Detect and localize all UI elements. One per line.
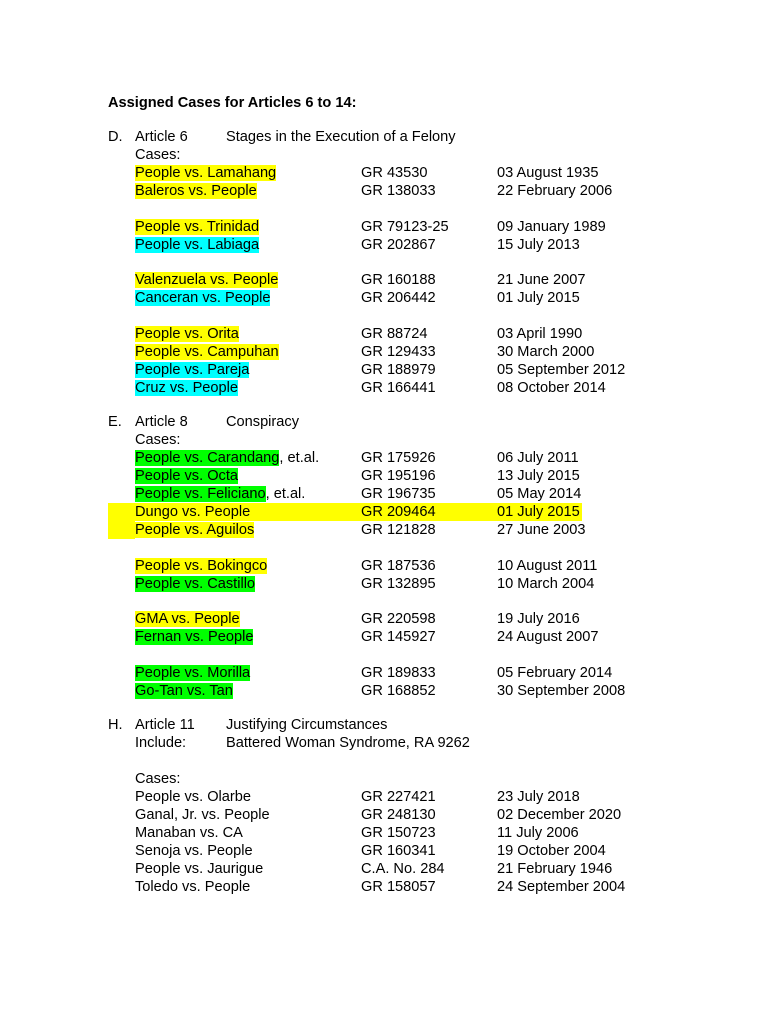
section-header [108,413,748,431]
case-list [108,449,748,700]
decision-date: 03 April 1990 [497,325,583,342]
gr-number: GR 248130 [361,806,436,823]
decision-date: 09 January 1989 [497,218,606,235]
case-name: Manaban vs. CA [135,824,243,841]
case-name-cell [135,628,253,646]
case-name: People vs. Pareja [135,361,250,378]
case-name: GMA vs. People [135,611,240,628]
gr-number: GR 209464 [361,504,436,520]
cases-label-line [108,431,748,449]
table-row [108,271,748,289]
decision-date: 05 February 2014 [497,664,613,681]
case-name-cell [135,361,249,379]
case-name: Go-Tan vs. Tan [135,682,233,699]
cases-label: Cases: [135,432,181,448]
table-row [108,610,748,628]
spacer [108,307,748,325]
case-name: People vs. Carandang [135,450,280,466]
gr-number: GR 220598 [361,611,436,628]
table-row [108,682,748,700]
gr-number: GR 175926 [361,450,436,466]
spacer [108,646,748,664]
table-row [108,236,748,254]
table-row [108,824,748,842]
case-name-cell [135,842,253,860]
case-name: Cruz vs. People [135,379,239,396]
case-name: Canceran vs. People [135,290,271,307]
case-name-cell [135,485,305,503]
case-name: Toledo vs. People [135,878,251,895]
decision-date: 10 March 2004 [497,575,595,592]
case-name-cell [135,824,243,842]
article-label: Article 6 [135,129,188,145]
decision-date: 03 August 1935 [497,165,599,181]
case-name-cell [135,467,238,485]
decision-date: 30 March 2000 [497,343,595,360]
table-row [108,218,748,236]
spacer [108,200,748,218]
gr-number: GR 88724 [361,325,428,342]
case-name-suffix: , et.al. [279,450,320,466]
gr-number: GR 121828 [361,522,436,538]
article-topic: Stages in the Execution of a Felony [226,129,456,145]
case-name-cell [135,860,263,878]
case-name-cell [135,379,238,397]
case-name: Senoja vs. People [135,842,253,859]
case-name: People vs. Bokingco [135,557,268,574]
gr-number: GR 195196 [361,468,436,484]
case-name-cell [135,343,279,361]
decision-date: 19 October 2004 [497,842,606,859]
decision-date: 13 July 2015 [497,468,580,484]
case-name: People vs. Morilla [135,664,251,681]
cases-label: Cases: [135,147,181,163]
case-name-cell [135,271,278,289]
article-label: Article 11 [135,717,195,733]
cases-label-line [108,146,748,164]
gr-number: GR 43530 [361,165,428,181]
case-list [108,788,748,896]
table-row [108,664,748,682]
article-topic: Conspiracy [226,414,299,430]
table-row [108,467,748,485]
decision-date: 23 July 2018 [497,788,580,805]
decision-date: 05 May 2014 [497,486,582,502]
row-highlight-band [108,521,135,539]
spacer [108,752,748,770]
gr-number: GR 160341 [361,842,436,859]
case-name: Baleros vs. People [135,183,257,199]
include-line [108,734,748,752]
case-name-cell [135,610,240,628]
decision-date: 11 July 2006 [497,824,579,841]
spacer [108,254,748,272]
case-name: Valenzuela vs. People [135,272,279,289]
table-row [108,379,748,397]
case-name-cell [135,289,270,307]
include-text: Battered Woman Syndrome, RA 9262 [226,735,470,751]
section-letter: H. [108,717,123,733]
section-header [108,716,748,734]
table-row [108,343,748,361]
article-label: Article 8 [135,414,188,430]
table-row [108,182,748,200]
table-row [108,628,748,646]
case-name: People vs. Orita [135,325,239,342]
decision-date: 27 June 2003 [497,522,586,538]
table-row [108,521,748,539]
document-title: Assigned Cases for Articles 6 to 14: [108,95,357,111]
include-label: Include: [135,735,187,751]
section-d [108,128,748,397]
decision-date: 30 September 2008 [497,682,626,699]
gr-number: GR 166441 [361,379,436,396]
case-name-cell [135,664,250,682]
case-name: People vs. Campuhan [135,343,279,360]
gr-number: GR 187536 [361,557,436,574]
table-row [108,842,748,860]
gr-number: GR 206442 [361,290,436,307]
case-name: People vs. Castillo [135,575,256,592]
gr-number: GR 145927 [361,629,436,646]
gr-number: GR 150723 [361,824,436,841]
decision-date: 08 October 2014 [497,379,606,396]
decision-date: 19 July 2016 [497,611,580,628]
section-letter: E. [108,414,122,430]
section-letter: D. [108,129,123,145]
gr-number: GR 138033 [361,183,436,199]
case-name-cell [135,218,259,236]
case-name-cell [135,878,250,896]
case-name: People vs. Lamahang [135,165,277,181]
decision-date: 22 February 2006 [497,183,613,199]
decision-date: 01 July 2015 [497,290,580,307]
table-row [108,878,748,896]
case-name: People vs. Labiaga [135,236,260,253]
table-row [108,164,748,182]
gr-number: GR 189833 [361,664,436,681]
decision-date: 24 August 2007 [497,629,599,646]
gr-number: GR 132895 [361,575,436,592]
decision-date: 21 June 2007 [497,272,586,289]
case-name: Fernan vs. People [135,629,254,646]
table-row [108,575,748,593]
case-name-cell [135,503,250,521]
table-row [108,503,748,521]
gr-number: GR 188979 [361,361,436,378]
case-name-cell [135,449,319,467]
section-h [108,716,748,896]
gr-number: C.A. No. 284 [361,860,445,877]
case-name-cell [135,806,270,824]
gr-number: GR 79123-25 [361,218,449,235]
decision-date: 10 August 2011 [497,557,598,574]
decision-date: 02 December 2020 [497,806,622,823]
decision-date: 21 February 1946 [497,860,613,877]
case-name-cell [135,521,254,539]
gr-number: GR 227421 [361,788,436,805]
case-name: People vs. Jaurigue [135,860,264,877]
decision-date: 06 July 2011 [497,450,579,466]
case-list [108,164,748,397]
case-name-cell [135,164,276,182]
table-row [108,361,748,379]
case-name: People vs. Aguilos [135,522,255,538]
table-row [108,557,748,575]
table-row [108,325,748,343]
case-name-suffix: , et.al. [265,486,306,502]
decision-date: 15 July 2013 [497,236,580,253]
cases-label-line [108,770,748,788]
gr-number: GR 160188 [361,272,436,289]
table-row [108,449,748,467]
gr-number: GR 158057 [361,878,436,895]
case-name-cell [135,236,259,254]
case-name: People vs. Olarbe [135,788,252,805]
cases-label: Cases: [135,770,181,787]
case-name-cell [135,788,251,806]
case-name: Ganal, Jr. vs. People [135,806,270,823]
table-row [108,806,748,824]
gr-number: GR 196735 [361,486,436,502]
decision-date: 05 September 2012 [497,361,626,378]
case-name: People vs. Octa [135,468,239,484]
spacer [108,539,748,557]
decision-date: 01 July 2015 [497,504,580,520]
table-row [108,860,748,878]
table-row [108,289,748,307]
article-topic: Justifying Circumstances [226,717,388,733]
case-name: People vs. Trinidad [135,218,260,235]
case-name-cell [135,575,255,593]
case-name-cell [135,182,257,200]
table-row [108,788,748,806]
table-row [108,485,748,503]
gr-number: GR 168852 [361,682,436,699]
section-header [108,128,748,146]
decision-date: 24 September 2004 [497,878,626,895]
gr-number: GR 129433 [361,343,436,360]
spacer [108,593,748,611]
case-name-cell [135,682,233,700]
case-name-cell [135,557,267,575]
case-name-cell [135,325,239,343]
case-name: People vs. Feliciano [135,486,266,502]
case-name: Dungo vs. People [135,504,251,520]
section-e [108,413,748,700]
gr-number: GR 202867 [361,236,436,253]
